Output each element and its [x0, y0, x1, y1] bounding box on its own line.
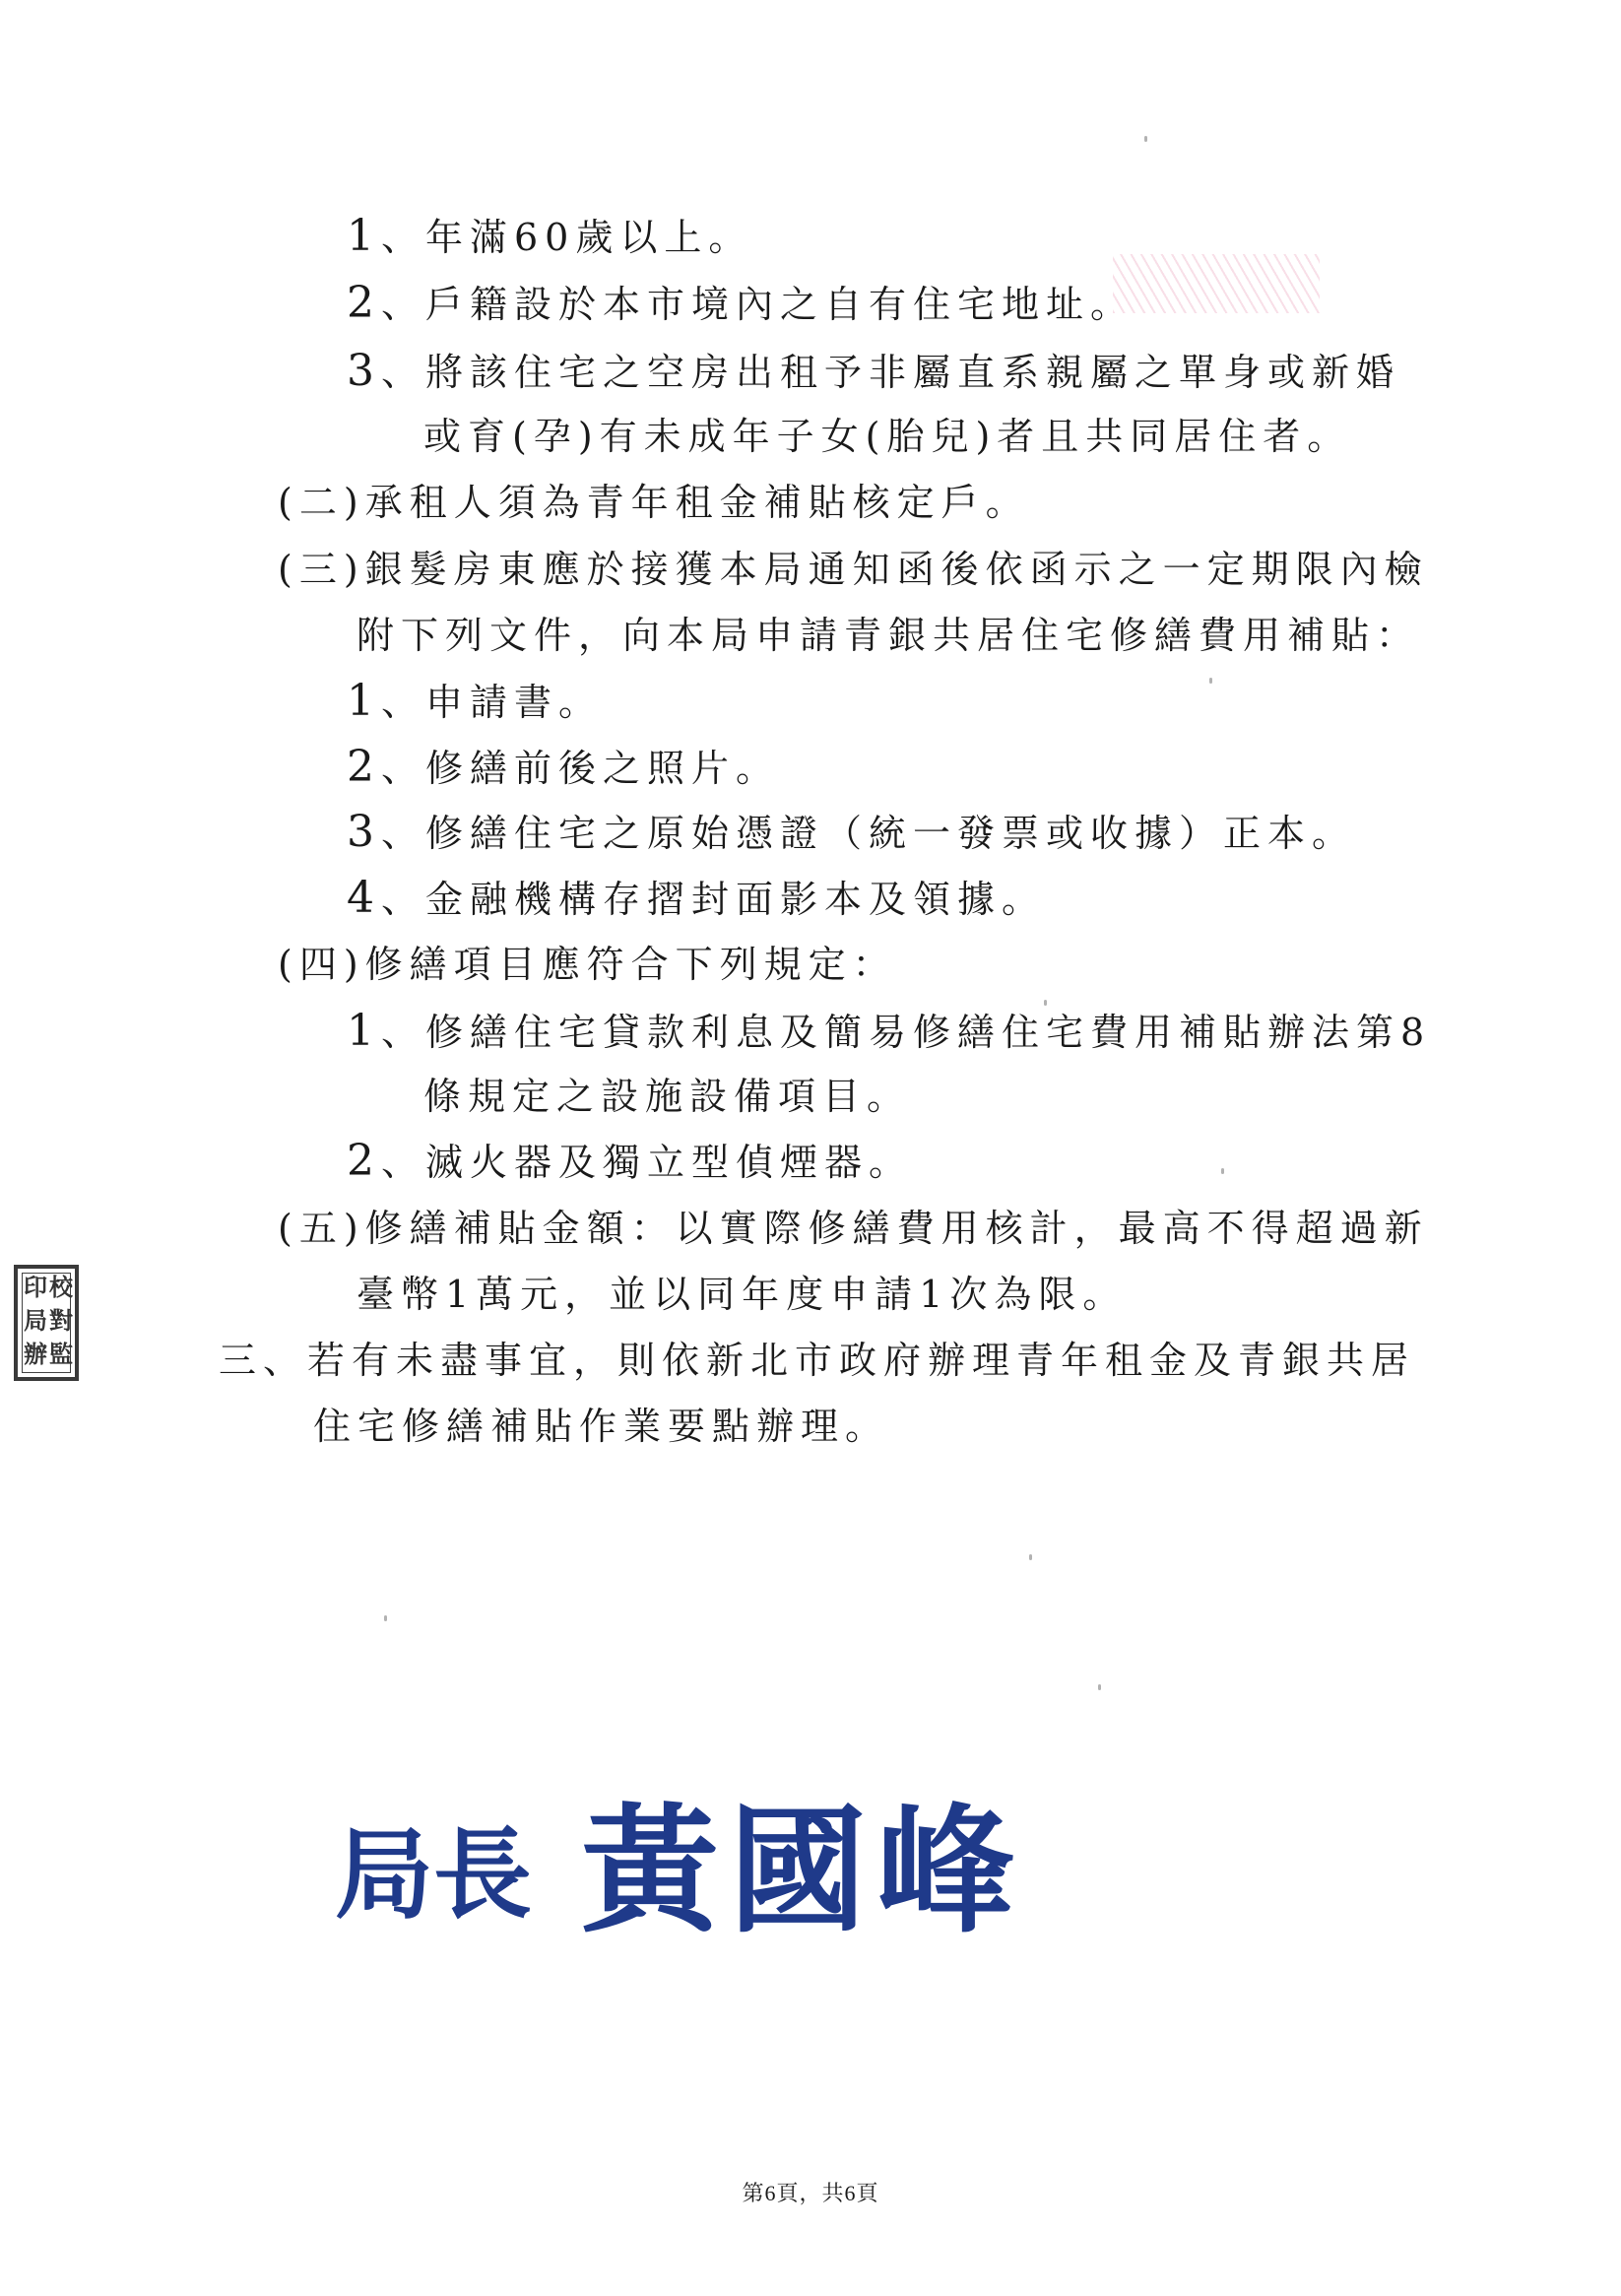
- item-line-continued: 條規定之設施設備項目。: [423, 1075, 912, 1118]
- item-line: 4 、金融機構存摺封面影本及領據。: [347, 873, 1047, 923]
- item-line: 1 、修繕住宅貸款利息及簡易修繕住宅費用補貼辦法第8: [347, 1006, 1432, 1056]
- section-heading: (五)修繕補貼金額：以實際修繕費用核計，最高不得超過新: [278, 1207, 1429, 1250]
- item-line: 3 、將該住宅之空房出租予非屬直系親屬之單身或新婚: [347, 346, 1401, 396]
- item-line: 2 、戶籍設於本市境內之自有住宅地址。: [347, 278, 1135, 328]
- main-section-heading: 三、若有未盡事宜，則依新北市政府辦理青年租金及青銀共居: [219, 1339, 1416, 1382]
- item-line: 1 、申請書。: [347, 676, 604, 726]
- page-footer: 第6頁，共6頁: [742, 2181, 879, 2205]
- section-heading: (三)銀髮房東應於接獲本局通知函後依函示之一定期限內檢: [278, 548, 1429, 591]
- faint-stamp-mark: [1113, 254, 1320, 313]
- section-heading-continued: 附下列文件，向本局申請青銀共居住宅修繕費用補貼：: [357, 614, 1421, 657]
- signature-name: 黃國峰: [581, 1791, 1025, 1940]
- section-heading: (二)承租人須為青年租金補貼核定戶。: [278, 481, 1030, 524]
- item-line: 3 、修繕住宅之原始憑證（統一發票或收據）正本。: [347, 807, 1357, 857]
- proofreading-seal: 校 對 監 印 局 辦: [14, 1265, 79, 1381]
- section-heading: (四)修繕項目應符合下列規定：: [278, 943, 897, 986]
- item-line: 2 、滅火器及獨立型偵煙器。: [347, 1136, 914, 1186]
- signature-title: 局長: [335, 1816, 532, 1933]
- item-line: 1 、年滿60歲以上。: [347, 211, 753, 261]
- item-line-continued: 或育(孕)有未成年子女(胎兒)者且共同居住者。: [423, 415, 1352, 458]
- director-signature-stamp: [335, 1783, 1103, 1940]
- item-line: 2 、修繕前後之照片。: [347, 742, 781, 792]
- main-section-heading-continued: 住宅修繕補貼作業要點辦理。: [313, 1405, 890, 1448]
- section-heading-continued: 臺幣1萬元，並以同年度申請1次為限。: [357, 1273, 1128, 1316]
